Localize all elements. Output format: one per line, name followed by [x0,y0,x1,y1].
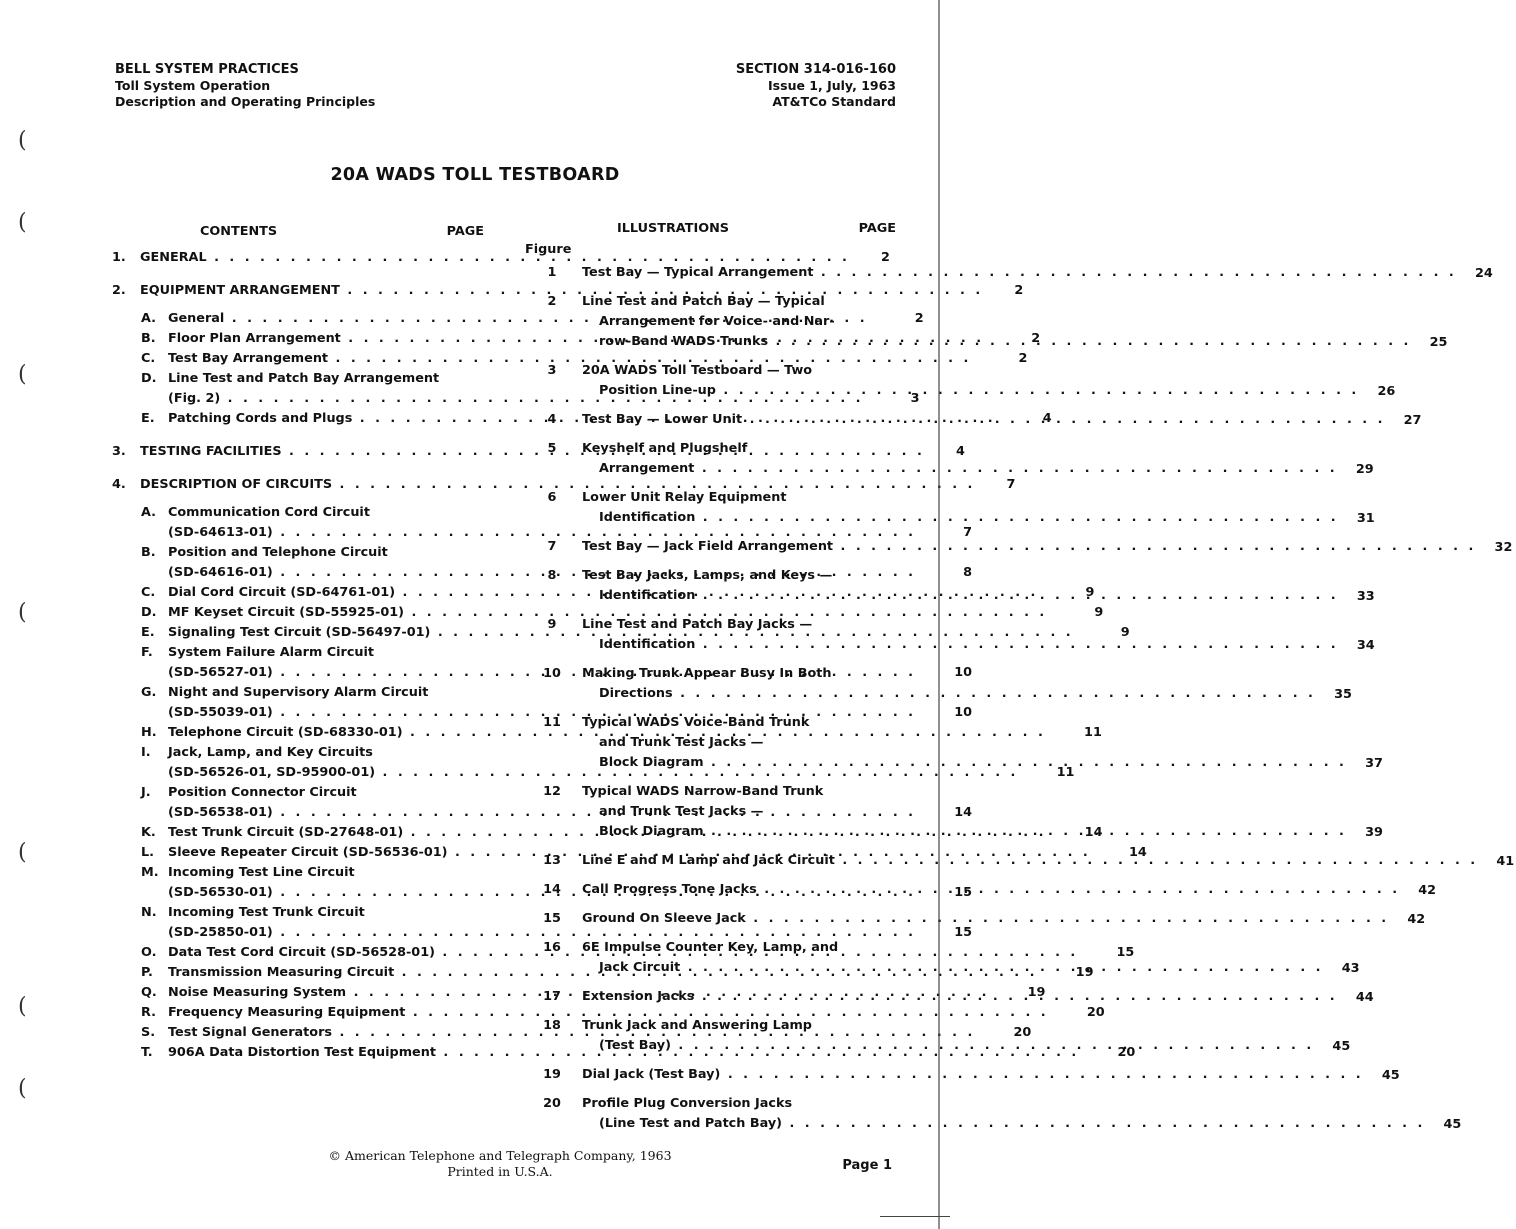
figure-caption-text: 20A WADS Toll Testboard — Two [582,363,813,378]
subsection-title-cont: (SD-56530-01) . . . [168,883,916,903]
contents-header [112,224,492,244]
figure-number: 11 [543,715,561,730]
figure-caption-line [582,537,1476,557]
figure-caption [582,664,1316,704]
subsection-title: Signaling Test Circuit (SD-56497-01) . . . [168,623,1074,643]
subsection-letter: D. [141,371,157,386]
subsection-line [141,743,492,763]
subsection-page: 20 [1013,1025,1032,1040]
subsection-page: 19 [1075,965,1094,980]
figure-number: 8 [547,568,557,583]
subsection-title: Jack, Lamp, and Key Circuits [168,745,373,760]
subsection-page: 7 [963,525,973,540]
figure-page: 44 [1355,990,1374,1005]
figure-page: 42 [1418,883,1437,898]
subsection-title: Test Bay Arrangement . . . [168,349,971,369]
contents-page-heading: PAGE [446,224,484,239]
binder-hole-mark: ( [18,1076,27,1101]
figure-number: 5 [547,441,557,456]
figure-caption [582,909,1389,929]
subsection-line [141,923,973,943]
figure-entry [522,1065,1400,1085]
figure-caption-line [582,851,1478,871]
subsection-title: Patching Cords and Plugs . . . [168,409,996,429]
subsection-line [141,523,973,543]
subsection-letter: O. [141,945,157,960]
figure-caption-text: row-Band WADS Trunks . . . [599,332,1411,352]
figure-caption [582,537,1476,557]
subsection-line [141,863,492,883]
binder-hole-mark: ( [18,600,27,625]
section-number: 1. [112,250,126,265]
figure-caption [582,1094,1425,1134]
figure-caption-line [582,488,1339,508]
figure-caption-text: Keyshelf and Plugshelf [582,441,748,456]
figure-caption [582,1065,1364,1085]
subsection-title: Frequency Measuring Equipment . . . [168,1003,1049,1023]
subsection-title: Test Trunk Circuit (SD-27648-01) . . . [168,823,1046,843]
subsection-page: 15 [1116,945,1135,960]
figure-page: 37 [1365,756,1383,771]
subsection-letter: C. [141,585,156,600]
figure-caption-line [582,1094,1425,1114]
figure-caption-line [582,263,1457,283]
figure-caption-line [582,987,1338,1007]
illustrations-header [522,221,900,241]
subsection-page: 2 [1031,331,1041,346]
figure-number: 13 [543,853,561,868]
figure-caption-line [582,880,1400,900]
subsection-page: 19 [1027,985,1046,1000]
subsection-title: 906A Data Distortion Test Equipment . . . [168,1043,1079,1063]
contents-heading: CONTENTS [200,224,278,239]
figure-page: 29 [1355,462,1374,477]
figure-number: 15 [543,911,561,926]
section-number: 2. [112,283,126,298]
subsection-letter: Q. [141,985,157,1000]
figure-caption-text: Dial Jack (Test Bay) . . . [582,1065,1364,1085]
figure-caption-text: Call Progress Tone Jacks . . . [582,880,1400,900]
figure-entry [522,361,1396,401]
subsection-page: 3 [910,391,920,406]
subsection-letter: B. [141,545,156,560]
subsection-page: 14 [1084,825,1103,840]
subsection-title: General . . . [168,309,868,329]
illustrations-column [522,221,1515,1143]
subsection-title-cont: (SD-56527-01) . . . [168,663,916,683]
figure-caption-text: Identification . . . [599,508,1339,528]
subsection-title: Position and Telephone Circuit [168,545,388,560]
figure-page: 42 [1407,912,1426,927]
subsection-title: Position Connector Circuit [168,785,357,800]
subsection-line [141,683,492,703]
issue-date: Issue 1, July, 1963 [768,78,896,93]
figure-caption-line [582,566,1339,586]
subsection-letter: E. [141,411,155,426]
figure-caption-line [582,938,1324,958]
figure-caption-text: Ground On Sleeve Jack . . . [582,909,1389,929]
figure-number: 4 [547,412,557,427]
figure-caption-line [582,822,1347,842]
subsection-page: 9 [1085,585,1095,600]
figure-caption-line [582,909,1389,929]
figure-caption-line [582,439,1338,459]
subsection-letter: B. [141,331,156,346]
figure-caption-line [582,312,1411,332]
figure-caption-line [582,958,1324,978]
subsection-letter: E. [141,625,155,640]
figure-number: 18 [543,1018,561,1033]
subsection-title: Transmission Measuring Circuit . . . [168,963,1037,983]
document-title: 20A WADS TOLL TESTBOARD [330,165,620,185]
page-edge [880,1216,950,1217]
figure-caption-text: Making Trunk Appear Busy In Both [582,666,832,681]
figure-heading: Figure [525,242,572,257]
header-left-line: BELL SYSTEM PRACTICES [115,62,299,77]
subsection-line [141,1003,1105,1023]
subsection-letter: A. [141,505,157,520]
binder-hole-mark: ( [18,210,27,235]
subsection-title: Night and Supervisory Alarm Circuit [168,685,429,700]
subsection-letter: M. [141,865,159,880]
figure-caption-text: (Test Bay) . . . [599,1036,1314,1056]
subsection-page: 20 [1117,1045,1136,1060]
figure-caption [582,987,1338,1007]
figure-caption [582,566,1339,606]
subsection-page: 20 [1086,1005,1105,1020]
figure-caption [582,361,1359,401]
subsection-page: 9 [1120,625,1130,640]
subsection-title: System Failure Alarm Circuit [168,645,375,660]
binder-hole-mark: ( [18,362,27,387]
figure-number: 16 [543,940,561,955]
figure-caption-text: 6E Impulse Counter Key, Lamp, and [582,940,839,955]
header-right [736,62,896,110]
figure-entry [522,410,1422,430]
figure-entry [522,488,1375,528]
figure-number: 7 [547,539,557,554]
figure-caption-line [582,684,1316,704]
subsection-title-cont: (Fig. 2) . . . [168,389,864,409]
subsection-title: MF Keyset Circuit (SD-55925-01) . . . [168,603,1047,623]
figure-caption-text: Test Bay Jacks, Lamps, and Keys — [582,568,833,583]
subsection-letter: H. [141,725,157,740]
subsection-page: 10 [954,665,973,680]
figure-caption [582,1016,1314,1056]
subsection-page: 14 [1128,845,1147,860]
subsection-line [141,369,492,389]
subsection-letter: G. [141,685,157,700]
subsection-page: 2 [1018,351,1028,366]
section-title: DESCRIPTION OF CIRCUITS . . . [140,475,975,495]
figure-caption-text: Jack Circuit . . . [599,958,1324,978]
figure-caption-line [582,381,1359,401]
figure-entry [522,1094,1462,1134]
figure-caption-line [582,1065,1364,1085]
subsection-letter: P. [141,965,153,980]
figure-caption [582,880,1400,900]
page-number: Page 1 [842,1158,892,1173]
contents-section [112,281,1024,301]
subsection-title-cont: (SD-55039-01) . . . [168,703,916,723]
subsection-page: 10 [954,705,973,720]
section-number: 3. [112,444,126,459]
figure-caption-text: Identification . . . [599,635,1339,655]
binder-hole-mark: ( [18,994,27,1019]
contents-subsection [141,1003,1105,1023]
subsection-letter: T. [141,1045,153,1060]
standard-label: AT&TCo Standard [772,94,896,109]
subsection-page: 14 [954,805,973,820]
figure-number: 14 [543,882,561,897]
figure-caption-line [582,1036,1314,1056]
section-title: TESTING FACILITIES . . . [140,442,925,462]
figure-entry [522,439,1374,479]
figure-entry [522,292,1448,352]
subsection-page: 9 [1094,605,1104,620]
subsection-title: Communication Cord Circuit [168,505,370,520]
subsection-line [141,763,1075,783]
figure-caption-line [582,713,1347,733]
figure-number: 20 [543,1096,561,1111]
subsection-letter: J. [141,785,151,800]
figure-number: 12 [543,784,561,799]
section-number: 4. [112,477,126,492]
figure-caption-text: Lower Unit Relay Equipment [582,490,787,505]
illustrations-heading: ILLUSTRATIONS [617,221,730,236]
figure-page: 39 [1365,825,1383,840]
figure-page: 24 [1474,266,1493,281]
subsection-line [141,903,492,923]
subsection-line [141,603,1104,623]
contents-subsection [141,603,1104,623]
figure-caption [582,439,1338,479]
figure-caption-text: Directions . . . [599,684,1316,704]
figure-caption-text: Test Bay — Typical Arrangement . . . [582,263,1457,283]
subsection-page: 11 [1056,765,1075,780]
binder-hole-mark: ( [18,128,27,153]
figure-entry [522,615,1375,655]
section-page: 2 [881,250,890,265]
subsection-page: 15 [954,885,973,900]
subsection-title: Dial Cord Circuit (SD-64761-01) . . . [168,583,1038,603]
subsection-page: 4 [1042,411,1052,426]
figure-page: 34 [1356,638,1375,653]
subsection-letter: L. [141,845,155,860]
figure-caption-line [582,332,1411,352]
copyright-line: © American Telephone and Telegraph Company, 1963 [328,1148,672,1163]
figure-number: 10 [543,666,561,681]
figure-caption [582,410,1385,430]
figure-list [522,263,1515,1134]
header-left [115,62,375,110]
figure-caption [582,615,1339,655]
figure-page: 35 [1334,687,1352,702]
subsection-letter: C. [141,351,156,366]
figure-page: 31 [1356,511,1375,526]
subsection-title: Floor Plan Arrangement . . . [168,329,984,349]
subsection-letter: N. [141,905,157,920]
figure-caption-line [582,1016,1314,1036]
figure-caption-line [582,802,1347,822]
section-page: 4 [955,444,965,459]
figure-caption-text: Block Diagram . . . [599,753,1347,773]
figure-caption-line [582,1114,1425,1134]
subsection-title-cont: (SD-56538-01) . . . [168,803,916,823]
subsection-line [141,503,492,523]
figure-caption [582,782,1347,842]
subsection-line [141,543,492,563]
figure-caption-text: Typical WADS Narrow-Band Trunk [582,784,824,799]
figure-number: 3 [547,363,557,378]
figure-caption-line [582,361,1359,381]
subsection-title-cont: (SD-64613-01) . . . [168,523,916,543]
figure-caption-line [582,508,1339,528]
figure-caption-text: (Line Test and Patch Bay) . . . [599,1114,1425,1134]
subsection-title-cont: (SD-25850-01) . . . [168,923,916,943]
subsection-page: 8 [963,565,973,580]
page-edge [938,0,940,1229]
section-title: EQUIPMENT ARRANGEMENT . . . [140,281,983,301]
figure-caption-line [582,586,1339,606]
figure-number: 6 [547,490,557,505]
figure-caption-text: Identification . . . [599,586,1339,606]
figure-number: 19 [543,1067,561,1082]
figure-caption [582,292,1411,352]
subsection-letter: K. [141,825,156,840]
subsection-page: 2 [914,311,924,326]
section-number: SECTION 314-016-160 [735,62,896,77]
section-page: 2 [1014,283,1024,298]
figure-entry [522,909,1426,929]
figure-number: 2 [547,294,557,309]
subsection-letter: S. [141,1025,156,1040]
figure-caption [582,851,1478,871]
figure-entry [522,713,1383,773]
subsection-letter: I. [141,745,151,760]
figure-caption [582,263,1457,283]
figure-caption [582,713,1347,773]
figure-caption-text: and Trunk Test Jacks — [599,735,764,750]
figure-caption-text: Position Line-up . . . [599,381,1359,401]
figure-caption-text: and Trunk Test Jacks — [599,804,764,819]
subsection-letter: R. [141,1005,156,1020]
illustrations-page-heading: PAGE [858,221,896,236]
figure-page: 32 [1494,540,1513,555]
header-left-line: Description and Operating Principles [115,94,376,109]
subsection-title: Data Test Cord Circuit (SD-56528-01) . . . [168,943,1078,963]
figure-caption-line [582,459,1338,479]
figure-caption-text: Extension Jacks . . . [582,987,1338,1007]
subsection-title-cont: (SD-56526-01, SD-95900-01) . . . [168,763,1018,783]
binder-hole-mark: ( [18,840,27,865]
figure-caption [582,488,1339,528]
contents-subsection [141,349,1028,369]
subsection-line [141,349,1028,369]
figure-caption-line [582,635,1339,655]
subsection-title: Line Test and Patch Bay Arrangement [168,371,440,386]
subsection-title: Test Signal Generators . . . [168,1023,975,1043]
figure-page: 27 [1403,413,1422,428]
section-title: GENERAL . . . [140,248,850,268]
figure-number: 1 [547,265,557,280]
figure-caption-text: Block Diagram . . . [599,822,1347,842]
figure-caption-text: Test Bay — Lower Unit . . . [582,410,1385,430]
figure-caption-text: Trunk Jack and Answering Lamp [582,1018,812,1033]
figure-caption-text: Line E and M Lamp and Jack Circuit . . . [582,851,1478,871]
subsection-letter: A. [141,311,157,326]
subsection-letter: F. [141,645,153,660]
figure-caption-line [582,733,1347,753]
figure-entry [522,566,1375,606]
figure-entry [522,263,1493,283]
figure-caption-text: Line Test and Patch Bay — Typical [582,294,825,309]
figure-caption-text: Arrangement for Voice- and Nar- [599,314,835,329]
figure-caption [582,938,1324,978]
figure-entry [522,664,1352,704]
figure-caption-line [582,664,1316,684]
figure-page: 45 [1443,1117,1462,1132]
subsection-title: Telephone Circuit (SD-68330-01) . . . [168,723,1046,743]
contents-section [112,475,1016,495]
section-page: 7 [1006,477,1016,492]
subsection-page: 11 [1084,725,1102,740]
figure-caption-text: Arrangement . . . [599,459,1338,479]
figure-page: 25 [1429,335,1448,350]
figure-caption-text: Line Test and Patch Bay Jacks — [582,617,813,632]
figure-caption-line [582,782,1347,802]
figure-caption-text: Typical WADS Voice-Band Trunk [582,715,810,730]
figure-caption-line [582,410,1385,430]
subsection-title-cont: (SD-64616-01) . . . [168,563,916,583]
subsection-title: Incoming Test Trunk Circuit [168,905,365,920]
subsection-line [141,643,492,663]
figure-caption-text: Test Bay — Jack Field Arrangement . . . [582,537,1476,557]
subsection-page: 15 [954,925,973,940]
figure-number: 17 [543,989,561,1004]
figure-page: 43 [1341,961,1360,976]
figure-entry [522,537,1513,557]
subsection-line [141,783,492,803]
figure-page: 45 [1381,1068,1400,1083]
subsection-title: Incoming Test Line Circuit [168,865,355,880]
subsection-title: Noise Measuring System . . . [168,983,989,1003]
figure-page: 26 [1377,384,1396,399]
figure-caption-line [582,615,1339,635]
figure-caption-line [582,292,1411,312]
printed-line: Printed in U.S.A. [447,1164,553,1179]
figure-page: 33 [1356,589,1375,604]
subsection-title: Sleeve Repeater Circuit (SD-56536-01) . . . [168,843,1091,863]
figure-caption-line [582,753,1347,773]
subsection-letter: D. [141,605,157,620]
header-left-line: Toll System Operation [115,78,271,93]
figure-caption-text: Profile Plug Conversion Jacks [582,1096,793,1111]
figure-page: 41 [1496,854,1515,869]
figure-page: 45 [1332,1039,1351,1054]
figure-number: 9 [547,617,557,632]
